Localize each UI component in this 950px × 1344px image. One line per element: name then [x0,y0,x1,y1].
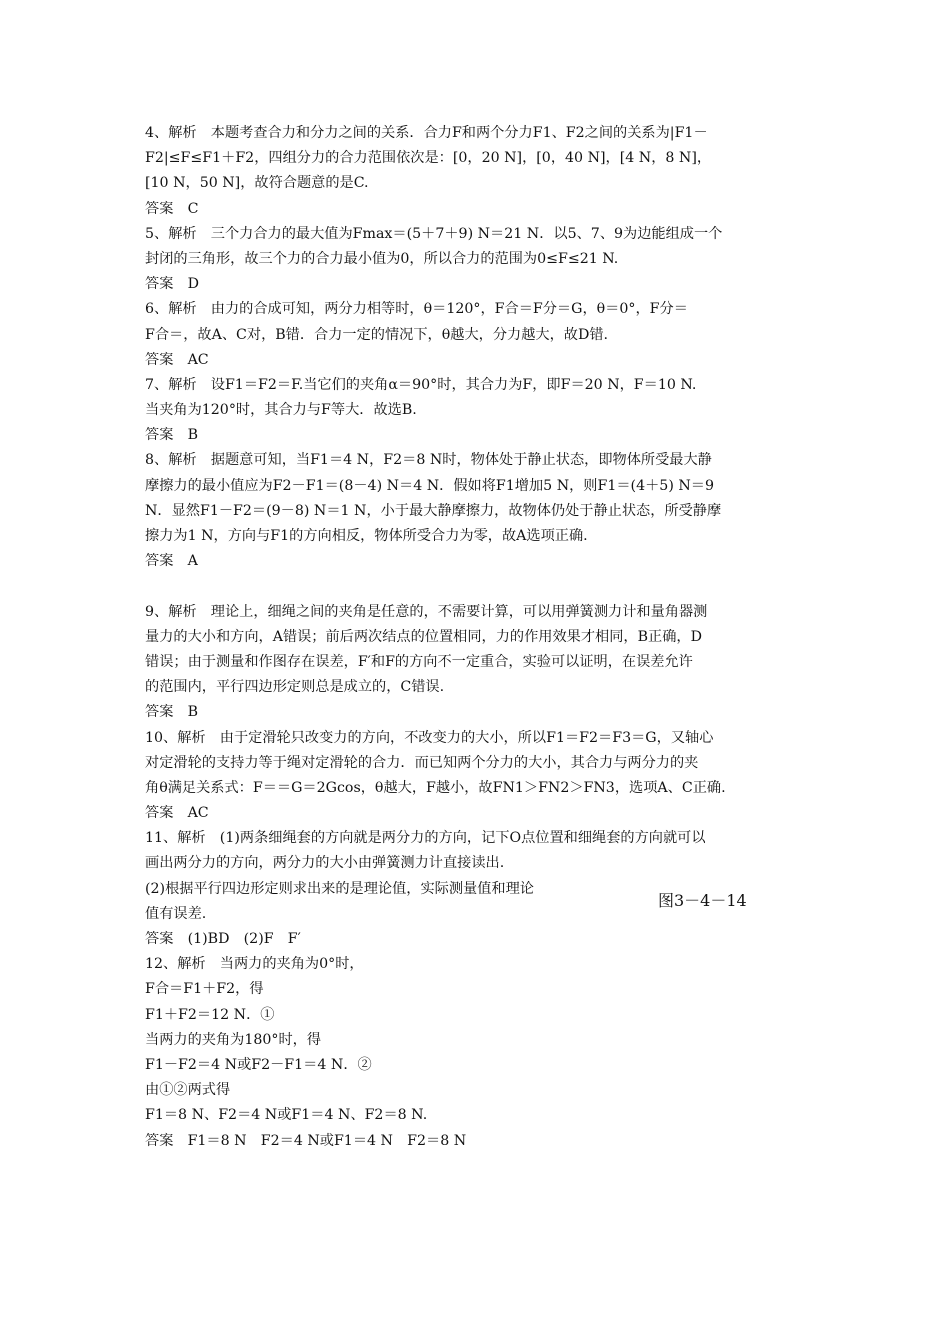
text-line [145,574,813,599]
text-line: 6、解析 由力的合成可知，两分力相等时，θ＝120°，F合＝F分＝G，θ＝0°，F分＝ [145,301,688,318]
text-line: 12、解析 当两力的夹角为0°时， [145,956,364,973]
text-line: 当夹角为120°时，其合力与F等大．故选B. [145,402,417,419]
text-line: N．显然F1－F2＝(9－8) N＝1 N，小于最大静摩擦力，故物体仍处于静止状态，所受静摩 [145,502,722,519]
text-line: 答案 B [145,704,198,721]
text-line: 答案 (1)BD (2)F F′ [145,931,301,947]
text-line: 7、解析 设F1＝F2＝F.当它们的夹角α＝90°时，其合力为F，即F＝20 N，F＝10 N. [145,376,697,393]
text-line: 答案 C [145,200,199,217]
text-line: 当两力的夹角为180°时，得 [145,1031,322,1048]
text-line: 答案 AC [145,805,209,822]
solution-text [145,121,813,1154]
text-line: 量力的大小和方向，A错误；前后两次结点的位置相同，力的作用效果才相同，B正确，D [145,628,702,645]
text-line: 摩擦力的最小值应为F2－F1＝(8－4) N＝4 N．假如将F1增加5 N，则F1＝(4＋5) N＝9 [145,477,715,494]
text-line: 答案 A [145,553,198,570]
text-line: [10 N，50 N]，故符合题意的是C. [145,175,369,192]
text-line: (2)根据平行四边形定则求出来的是理论值，实际测量值和理论 [145,880,534,897]
text-line: 擦力为1 N，方向与F1的方向相反，物体所受合力为零，故A选项正确. [145,528,588,544]
text-line: 答案 B [145,427,198,444]
text-line: 错误；由于测量和作图存在误差，F′和F的方向不一定重合，实验可以证明，在误差允许 [145,653,693,670]
text-line: 11、解析 (1)两条细绳套的方向就是两分力的方向，记下O点位置和细绳套的方向就可以 [145,830,706,847]
text-line: 画出两分力的方向，两分力的大小由弹簧测力计直接读出. [145,855,505,872]
text-line: 值有误差. [145,905,207,922]
text-line: 4、解析 本题考查合力和分力之间的关系．合力F和两个分力F1、F2之间的关系为|F1－ [145,125,708,141]
text-line: 10、解析 由于定滑轮只改变力的方向，不改变力的大小，所以F1＝F2＝F3＝G，又轴心 [145,729,714,746]
text-line: F2|≤F≤F1＋F2，四组分力的合力范围依次是：[0，20 N]，[0，40 N]，[4 N，8 N]， [145,150,712,167]
text-line: 9、解析 理论上，细绳之间的夹角是任意的，不需要计算，可以用弹簧测力计和量角器测 [145,603,708,620]
text-line: 封闭的三角形，故三个力的合力最小值为0，所以合力的范围为0≤F≤21 N. [145,250,619,267]
text-line: F1－F2＝4 N或F2－F1＝4 N．② [145,1056,372,1073]
text-line: 答案 AC [145,351,209,368]
text-line: 答案 D [145,276,199,293]
text-line: 8、解析 据题意可知，当F1＝4 N，F2＝8 N时，物体处于静止状态，即物体所受最大静 [145,452,712,469]
text-line: F1＝8 N、F2＝4 N或F1＝4 N、F2＝8 N. [145,1107,428,1124]
text-line: 答案 F1＝8 N F2＝4 N或F1＝4 N F2＝8 N [145,1132,467,1149]
figure-caption: 图3－4－14 [658,891,747,910]
text-line: F合＝F1＋F2，得 [145,981,264,998]
text-line: 由①②两式得 [145,1082,231,1099]
text-line: F合＝，故A、C对，B错．合力一定的情况下，θ越大，分力越大，故D错. [145,326,609,343]
text-line: 对定滑轮的支持力等于绳对定滑轮的合力．而已知两个分力的大小，其合力与两分力的夹 [145,754,699,771]
text-line: F1＋F2＝12 N．① [145,1006,275,1023]
text-line: 的范围内，平行四边形定则总是成立的，C错误. [145,679,445,696]
text-line: 角θ满足关系式：F＝＝G＝2Gcos，θ越大，F越小，故FN1＞FN2＞FN3，选项A、C正确. [145,779,726,796]
text-line: 5、解析 三个力合力的最大值为Fmax＝(5＋7＋9) N＝21 N．以5、7、9为边能组成一个 [145,225,723,242]
